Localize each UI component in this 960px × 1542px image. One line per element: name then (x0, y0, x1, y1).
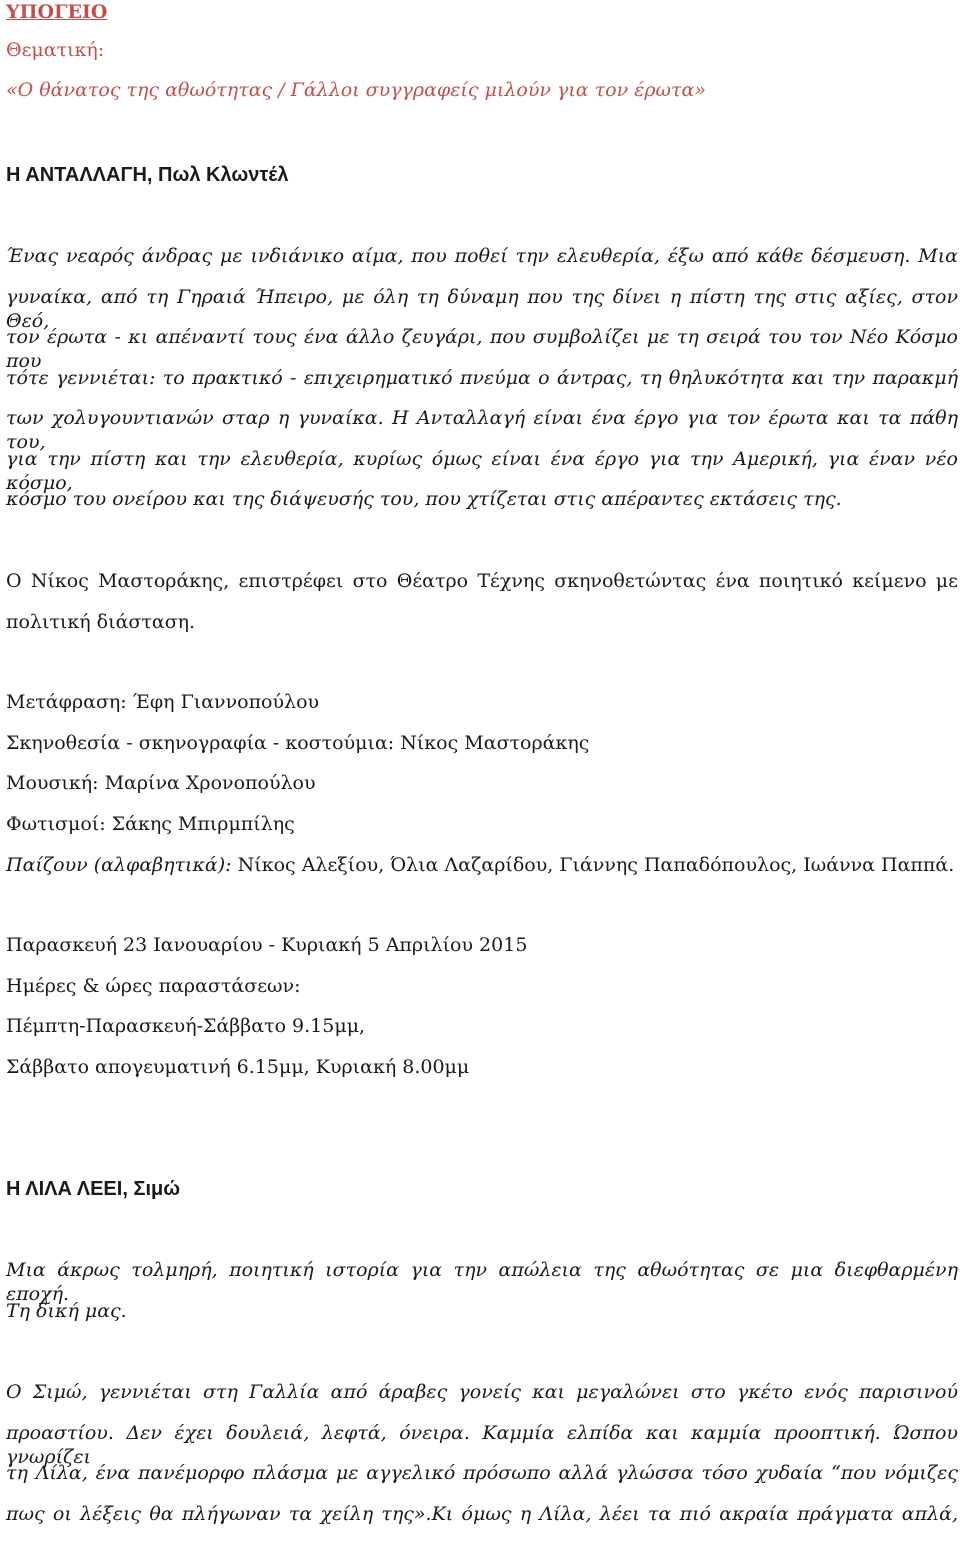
credit-direction: Σκηνοθεσία - σκηνογραφία - κοστούμια: Νίκος Μαστοράκης (6, 731, 958, 772)
theme-title: «Ο θάνατος της αθωότητας / Γάλλοι συγγραφείς μιλούν για τον έρωτα» (6, 78, 706, 102)
synopsis-line: τότε γεννιέται: το πρακτικό - επιχειρηματικό πνεύμα ο άντρας, τη θηλυκότητα και την παρακμή (6, 366, 958, 407)
synopsis-line: Ο Σιμώ, γεννιέται στη Γαλλία από άραβες γονείς και μεγαλώνει στο γκέτο ενός παρισινού (6, 1380, 958, 1421)
section-title: ΥΠΟΓΕΙΟ (6, 0, 107, 24)
intro-line: Μια άκρως τολμηρή, ποιητική ιστορία για την απώλεια της αθωότητας σε μια διεφθαρμένη εποχή. (6, 1258, 958, 1299)
schedule-dates: Παρασκευή 23 Ιανουαρίου - Κυριακή 5 Απριλίου 2015 (6, 933, 958, 974)
synopsis-line: προαστίου. Δεν έχει δουλειά, λεφτά, όνειρα. Καμμία ελπίδα και καμμία προοπτική. Ώσπου γνωρίζει (6, 1421, 958, 1462)
credit-music: Μουσική: Μαρίνα Χρονοπούλου (6, 771, 958, 812)
schedule-weekend: Σάββατο απογευματινή 6.15μμ, Κυριακή 8.00μμ (6, 1055, 958, 1096)
synopsis-line: των χολυγουντιανών σταρ η γυναίκα. Η Ανταλλαγή είναι ένα έργο για τον έρωτα και τα πάθη του, (6, 406, 958, 447)
play2-intro (6, 1258, 958, 1339)
play1-synopsis (6, 244, 958, 528)
synopsis-line: πως οι λέξεις θα πλήγωναν τα χείλη της».Κι όμως η Λίλα, λέει τα πιό ακραία πράγματα απλά, (6, 1502, 958, 1542)
schedule-evening: Πέμπτη-Παρασκευή-Σάββατο 9.15μμ, (6, 1014, 958, 1055)
synopsis-line: για την πίστη και την ελευθερία, κυρίως όμως είναι ένα έργο για την Αμερική, για έναν νέο κόσμο, (6, 447, 958, 488)
schedule-label: Ημέρες & ώρες παραστάσεων: (6, 974, 958, 1015)
play1-credits (6, 690, 958, 893)
play1-director-note (6, 569, 958, 651)
note-line: πολιτική διάσταση. (6, 610, 958, 651)
theme-label: Θεματική: (6, 38, 104, 62)
synopsis-line: κόσμο του ονείρου και της διάψευσής του, που χτίζεται στις απέραντες εκτάσεις της. (6, 487, 958, 528)
credit-cast (6, 853, 958, 894)
intro-line: Τη δική μας. (6, 1299, 958, 1340)
synopsis-line: τον έρωτα - κι απέναντί τους ένα άλλο ζευγάρι, που συμβολίζει με τη σειρά του τον Νέο Κόσμο που (6, 325, 958, 366)
synopsis-line: Ένας νεαρός άνδρας με ινδιάνικο αίμα, που ποθεί την ελευθερία, έξω από κάθε δέσμευση. Μια (6, 244, 958, 285)
synopsis-line: τη Λίλα, ένα πανέμορφο πλάσμα με αγγελικό πρόσωπο αλλά γλώσσα τόσο χυδαία “που νόμιζες (6, 1461, 958, 1502)
play2-title: Η ΛΙΛΑ ΛΕΕΙ, Σιμώ (6, 1177, 180, 1201)
synopsis-line: γυναίκα, από τη Γηραιά Ήπειρο, με όλη τη δύναμη που της δίνει η πίστη της στις αξίες, στον Θεό, (6, 285, 958, 326)
play2-synopsis (6, 1380, 958, 1542)
play1-schedule (6, 933, 958, 1096)
play1-title: Η ΑΝΤΑΛΛΑΓΗ, Πωλ Κλωντέλ (6, 163, 288, 187)
credit-lighting: Φωτισμοί: Σάκης Μπιρμπίλης (6, 812, 958, 853)
note-line: Ο Νίκος Μαστοράκης, επιστρέφει στο Θέατρο Τέχνης σκηνοθετώντας ένα ποιητικό κείμενο με (6, 569, 958, 610)
cast-label: Παίζουν (αλφαβητικά): (6, 854, 232, 876)
credit-translation: Μετάφραση: Έφη Γιαννοπούλου (6, 690, 958, 731)
cast-names: Νίκος Αλεξίου, Όλια Λαζαρίδου, Γιάννης Παπαδόπουλος, Ιωάννα Παππά. (232, 854, 955, 876)
